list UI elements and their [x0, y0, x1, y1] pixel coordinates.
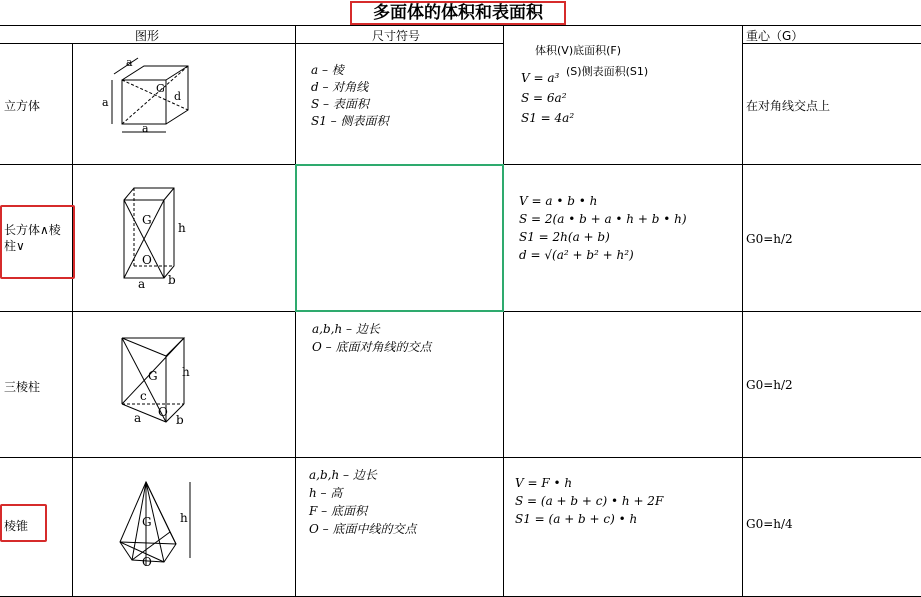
formula-line: d = √(a² + b² + h²): [519, 248, 634, 262]
pyramid-formulas: [515, 474, 663, 528]
formula-line: V = F • h: [515, 476, 573, 490]
header-figure: 图形: [135, 29, 160, 43]
pyramid-label-h: h: [180, 511, 188, 525]
pyramid-figure: [112, 470, 202, 580]
prism-figure: [110, 328, 200, 438]
prism-centroid: G0=h/2: [746, 378, 793, 392]
symbol-line: S – 表面积: [311, 97, 369, 111]
symbol-line: a – 棱: [311, 63, 344, 77]
formula-line: S = 2(a • b + a • h + b • h): [519, 212, 687, 226]
row-name-prism: 三棱柱: [4, 380, 41, 394]
cube-symbols: [311, 62, 389, 130]
pyramid-label-g: G: [142, 515, 152, 529]
cuboid-label-h: h: [178, 221, 186, 235]
cube-label-a-bottom: a: [142, 122, 149, 135]
cube-formulas: [521, 68, 574, 128]
symbol-line: d – 对角线: [311, 80, 369, 94]
page-title: 多面体的体积和表面积: [350, 1, 566, 25]
header-side-area: (S)侧表面积(S1): [566, 65, 649, 78]
prism-symbols: [312, 320, 431, 356]
symbol-line: F – 底面积: [309, 504, 367, 518]
cube-centroid: 在对角线交点上: [746, 99, 831, 113]
symbol-line: S1 – 侧表面积: [311, 114, 389, 128]
cuboid-label-b: b: [168, 273, 176, 287]
formula-line: S1 = (a + b + c) • h: [515, 512, 638, 526]
prism-label-c: c: [140, 389, 147, 403]
symbol-line: a,b,h – 边长: [309, 468, 377, 482]
prism-label-b: b: [176, 413, 184, 427]
cube-label-g: G: [156, 82, 165, 95]
prism-label-g: G: [148, 369, 158, 383]
formula-line: V = a³: [521, 71, 560, 85]
formula-line: S = 6a²: [521, 91, 567, 105]
formula-line: S = (a + b + c) • h + 2F: [515, 494, 664, 508]
prism-label-a: a: [134, 411, 142, 425]
cube-label-a-left: a: [102, 96, 109, 109]
cube-label-a-top: a: [126, 56, 133, 69]
symbol-line: O – 底面中线的交点: [309, 522, 417, 536]
cuboid-figure: [112, 180, 192, 290]
selected-cell[interactable]: [295, 164, 504, 312]
formula-line: V = a • b • h: [519, 194, 598, 208]
prism-label-o: O: [158, 405, 168, 419]
symbol-line: O – 底面对角线的交点: [312, 340, 432, 354]
header-symbols: 尺寸符号: [372, 29, 421, 43]
row-name-cuboid: 长方体∧棱柱∨: [4, 223, 61, 253]
formula-line: S1 = 2h(a + b): [519, 230, 610, 244]
header-centroid: 重心（G）: [746, 29, 804, 43]
symbol-line: a,b,h – 边长: [312, 322, 380, 336]
header-volume: 体积(V)底面积(F): [531, 42, 625, 58]
cuboid-label-o: O: [142, 253, 152, 267]
prism-label-h: h: [182, 365, 190, 379]
pyramid-symbols: [309, 466, 416, 538]
cube-figure: [100, 52, 200, 142]
cuboid-centroid: G0=h/2: [746, 232, 793, 246]
cuboid-label-a: a: [138, 277, 146, 290]
formula-line: S1 = 4a²: [521, 111, 575, 125]
row-name-cube: 立方体: [4, 99, 41, 113]
pyramid-label-o: O: [142, 555, 152, 569]
row-name-pyramid: 棱锥: [4, 519, 29, 533]
cuboid-label-g: G: [142, 213, 152, 227]
cube-label-d: d: [174, 90, 182, 103]
cuboid-formulas: [519, 192, 687, 264]
pyramid-centroid: G0=h/4: [746, 517, 793, 531]
symbol-line: h – 高: [309, 486, 343, 500]
